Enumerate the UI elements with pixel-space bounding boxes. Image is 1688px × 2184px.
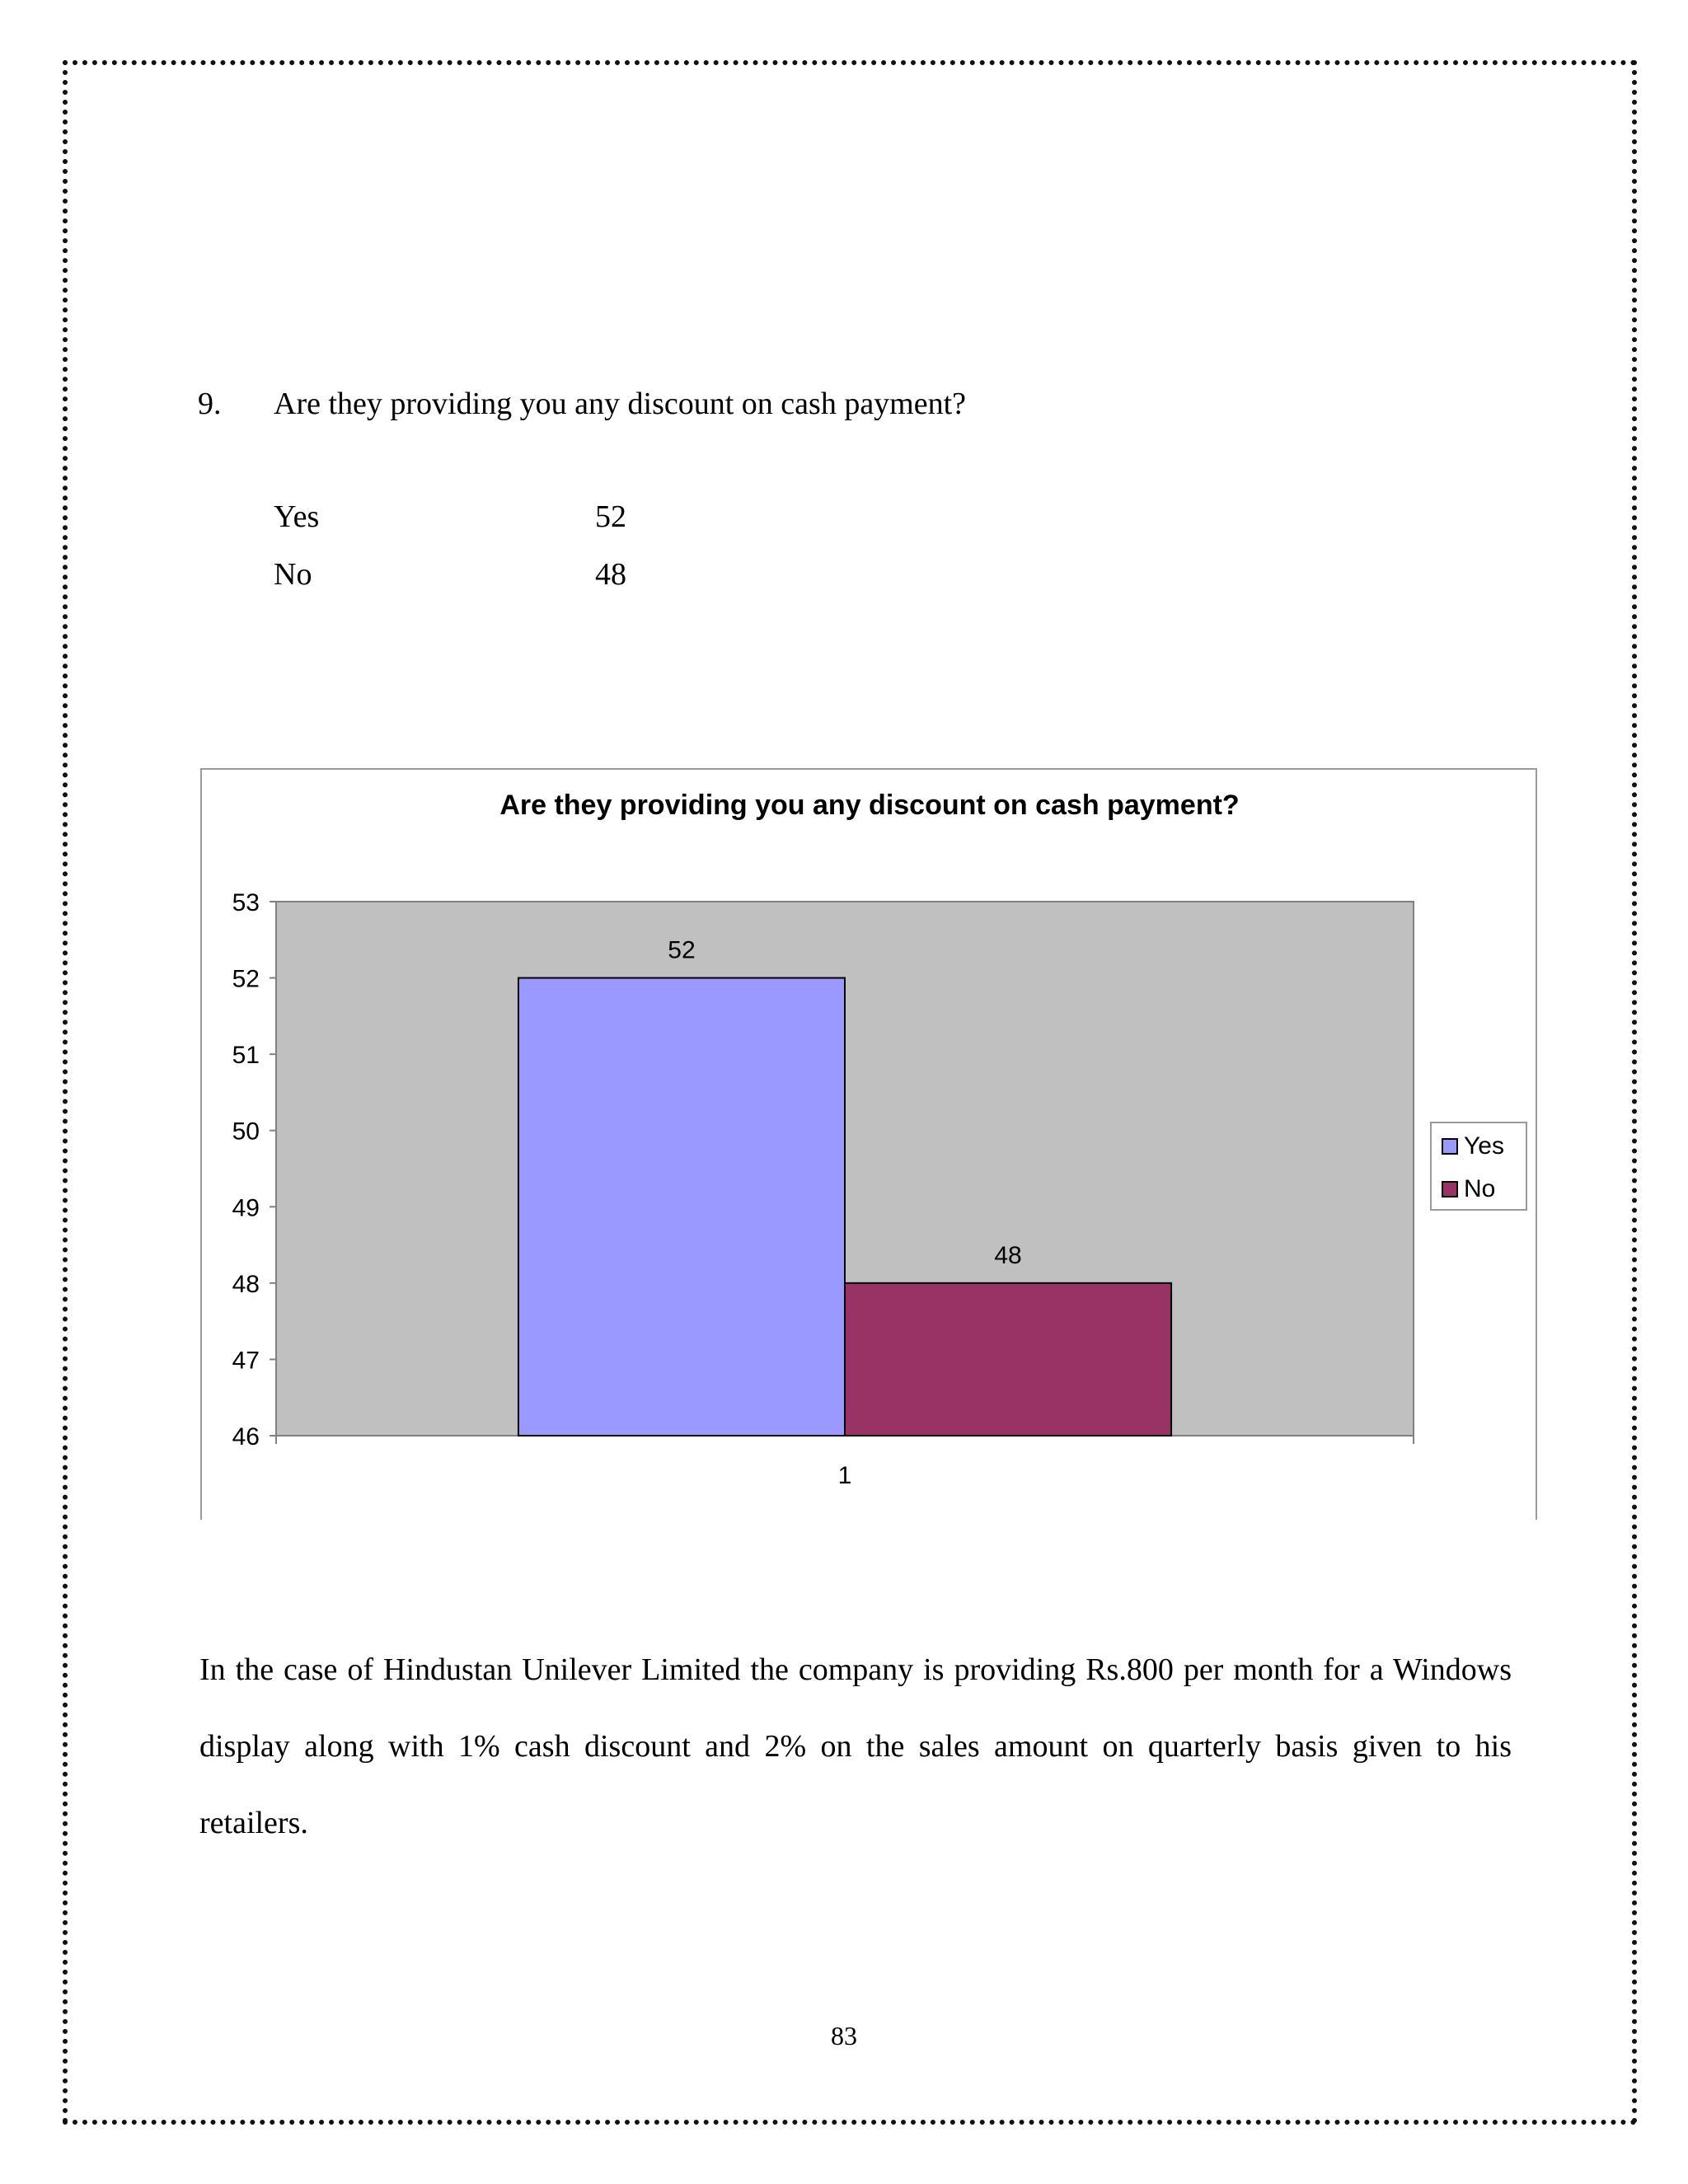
legend-label-yes: Yes: [1464, 1132, 1504, 1160]
body-paragraph: In the case of Hindustan Unilever Limited the company is providing Rs.800 per month for a Windows display along with 1% cash discount and 2% on the sales amount on quarterly basis given to his retailers.: [199, 1652, 1512, 1840]
legend-label-no: No: [1464, 1175, 1496, 1202]
response-value-yes: 52: [595, 499, 626, 534]
legend-swatch-no: [1442, 1182, 1457, 1197]
legend-swatch-yes: [1442, 1139, 1457, 1154]
bar-chart: [202, 770, 1536, 1520]
chart-title: Are they providing you any discount on cash payment?: [499, 790, 1240, 821]
response-label-yes: Yes: [274, 499, 320, 534]
y-tick-label: 49: [232, 1194, 260, 1222]
page-number: 83: [831, 2021, 857, 2050]
bar-yes: [518, 978, 845, 1436]
y-tick-label: 51: [232, 1042, 260, 1070]
bar-no: [845, 1283, 1171, 1436]
question-text: Are they providing you any discount on cash payment?: [274, 387, 967, 421]
chart-container: [200, 768, 1537, 1520]
y-tick-label: 48: [232, 1270, 260, 1298]
data-label-no: 48: [994, 1241, 1022, 1269]
y-tick-label: 47: [232, 1347, 260, 1375]
question-number: 9.: [198, 387, 222, 421]
response-value-no: 48: [595, 557, 626, 592]
y-tick-label: 50: [232, 1118, 260, 1146]
response-label-no: No: [274, 557, 312, 592]
y-tick-label: 52: [232, 965, 260, 993]
y-tick-label: 53: [232, 889, 260, 916]
y-tick-label: 46: [232, 1423, 260, 1451]
x-category-label: 1: [837, 1462, 852, 1489]
data-label-yes: 52: [668, 936, 696, 964]
